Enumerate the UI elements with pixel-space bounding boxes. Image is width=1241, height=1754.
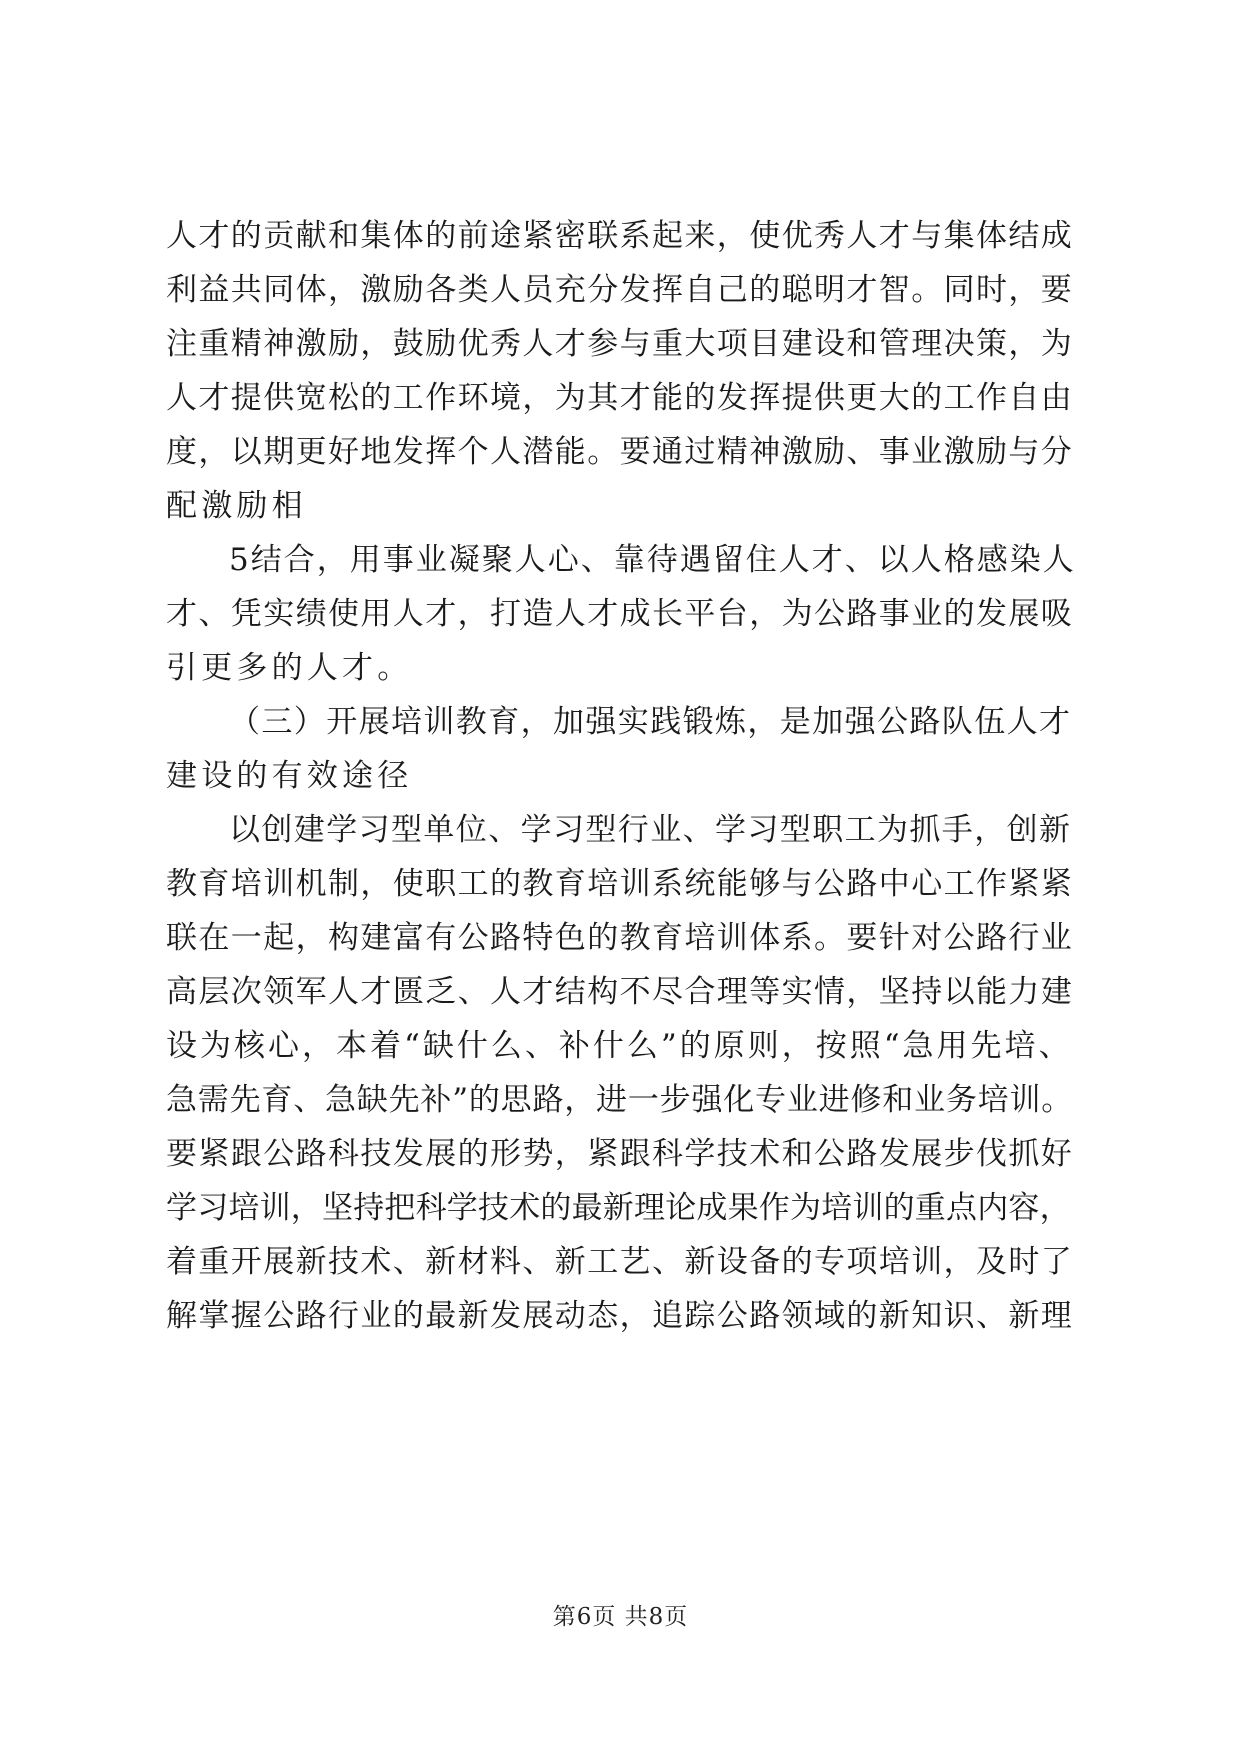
- body-line: 解掌握公路行业的最新发展动态，追踪公路领域的新知识、新理: [166, 1298, 1074, 1334]
- body-line: 学习培训，坚持把科学技术的最新理论成果作为培训的重点内容，: [166, 1190, 1071, 1226]
- body-line: 高层次领军人才匮乏、人才结构不尽合理等实情，坚持以能力建: [166, 974, 1074, 1010]
- body-line: 利益共同体，激励各类人员充分发挥自己的聪明才智。同时，要: [166, 272, 1074, 308]
- body-line: 以创建学习型单位、学习型行业、学习型职工为抓手，创新: [229, 812, 1072, 848]
- body-line: 注重精神激励，鼓励优秀人才参与重大项目建设和管理决策，为: [166, 326, 1074, 362]
- body-line: 人才的贡献和集体的前途紧密联系起来，使优秀人才与集体结成: [166, 218, 1074, 254]
- body-line: 教育培训机制，使职工的教育培训系统能够与公路中心工作紧紧: [166, 866, 1074, 902]
- page-number-footer: 第6页 共8页: [552, 1604, 689, 1630]
- body-line: 着重开展新技术、新材料、新工艺、新设备的专项培训，及时了: [166, 1244, 1074, 1280]
- body-line: 设为核心，本着“缺什么、补什么”的原则，按照“急用先培、: [166, 1028, 1073, 1064]
- body-line: 才、凭实绩使用人才，打造人才成长平台，为公路事业的发展吸: [166, 596, 1074, 632]
- section-heading: （三）开展培训教育，加强实践锻炼，是加强公路队伍人才: [229, 704, 1072, 740]
- body-line: 人才提供宽松的工作环境，为其才能的发挥提供更大的工作自由: [166, 380, 1074, 416]
- body-line: 联在一起，构建富有公路特色的教育培训体系。要针对公路行业: [166, 920, 1074, 956]
- body-line: 配激励相: [166, 488, 307, 524]
- body-line: 度，以期更好地发挥个人潜能。要通过精神激励、事业激励与分: [166, 434, 1074, 470]
- body-line: 5结合，用事业凝聚人心、靠待遇留住人才、以人格感染人: [229, 542, 1076, 578]
- body-line: 急需先育、急缺先补”的思路，进一步强化专业进修和业务培训。: [166, 1082, 1074, 1118]
- body-line: 引更多的人才。: [166, 650, 413, 686]
- body-line: 要紧跟公路科技发展的形势，紧跟科学技术和公路发展步伐抓好: [166, 1136, 1074, 1172]
- section-heading: 建设的有效途径: [166, 758, 413, 794]
